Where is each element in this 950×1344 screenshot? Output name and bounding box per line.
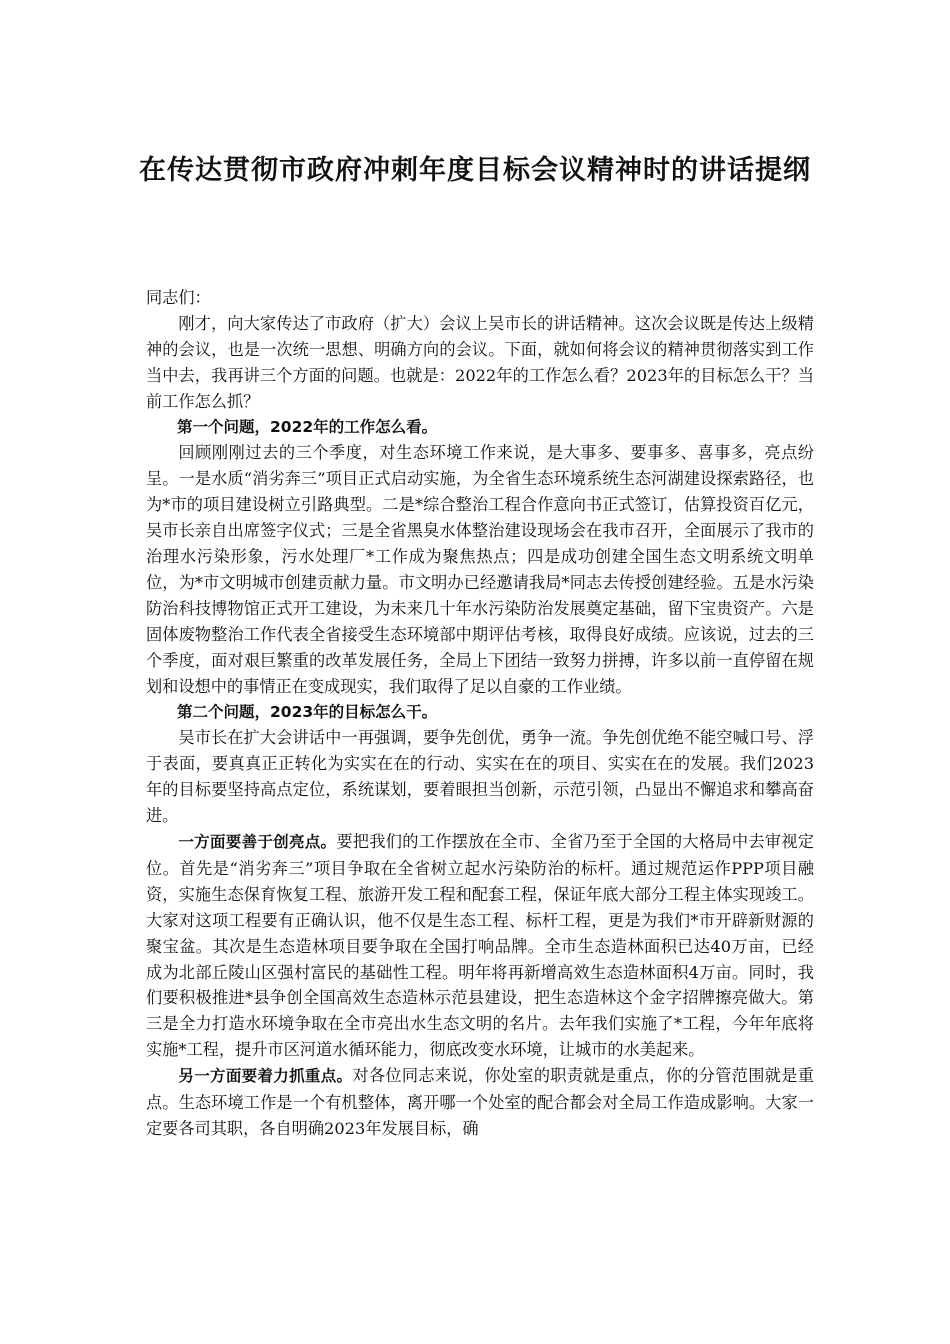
section-heading-2: 第二个问题，2023年的目标怎么干。 — [177, 702, 438, 721]
subsection-1-text: 要把我们的工作摆放在全市、全省乃至于全国的大格局中去审视定位。首先是“消劣奔三”项目争取在全省树立起水污染防治的标杆。通过规范运作PPP项目融资，实施生态保育恢复工程、旅游开发工程和配套工程，保证年底大部分工程主体实现竣工。大家对这项工程要有正确认识，他不仅是生态工程、标杆工程，更是为我们*市开辟新财源的聚宝盆。其次是生态造林项目要争取在全国打响品牌。全市生态造林面积已达40万亩，已经成为北部丘陵山区强村富民的基础性工程。明年将再新增高效生态造林面积4万亩。同时，我们要积极推进*县争创全国高效生态造林示范县建设，把生态造林这个金字招牌擦亮做大。第三是全力打造水环境争取在全市亮出水生态文明的名片。去年我们实施了*工程，今年年底将实施*工程，提升市区河道水循环能力，彻底改变水环境，让城市的水美起来。 — [146, 832, 814, 1060]
subsection-1-lead: 一方面要善于创亮点。 — [178, 833, 337, 852]
document-title: 在传达贯彻市政府冲刺年度目标会议精神时的讲话提纲 — [139, 155, 811, 186]
subsection-2-lead: 另一方面要着力抓重点。 — [178, 1067, 353, 1086]
subsection-1-paragraph — [146, 829, 814, 1063]
section-2-paragraph: 吴市长在扩大会讲话中一再强调，要争先创优，勇争一流。争先创优绝不能空喊口号、浮于表面，要真真正正转化为实实在在的行动、实实在在的项目、实实在在的发展。我们2023年的目标要坚持高点定位，系统谋划，要着眼担当创新，示范引领，凸显出不懈追求和攀高奋进。 — [146, 728, 814, 826]
subsection-2-paragraph — [146, 1063, 814, 1142]
document-body — [146, 285, 814, 1142]
intro-paragraph: 刚才，向大家传达了市政府（扩大）会议上吴市长的讲话精神。这次会议既是传达上级精神的会议，也是一次统一思想、明确方向的会议。下面，就如何将会议的精神贯彻落实到工作当中去，我再讲三个方面的问题。也就是：2022年的工作怎么看？2023年的目标怎么干？当前工作怎么抓？ — [146, 313, 814, 411]
section-heading-1: 第一个问题，2022年的工作怎么看。 — [177, 417, 438, 436]
subsection-2-text: 对各位同志来说，你处室的职责就是重点，你的分管范围就是重点。生态环境工作是一个有机整体，离开哪一个处室的配合都会对全局工作造成影响。大家一定要各司其职，各自明确2023年发展目标，确 — [146, 1066, 814, 1138]
salutation: 同志们： — [146, 288, 211, 307]
section-1-paragraph: 回顾刚刚过去的三个季度，对生态环境工作来说，是大事多、要事多、喜事多，亮点纷呈。一是水质“消劣奔三”项目正式启动实施，为全省生态环境系统生态河湖建设探索路径，也为*市的项目建设树立引路典型。二是*综合整治工程合作意向书正式签订，估算投资百亿元，吴市长亲自出席签字仪式；三是全省黑臭水体整治建设现场会在我市召开，全面展示了我市的治理水污染形象，污水处理厂*工作成为聚焦热点；四是成功创建全国生态文明系统文明单位，为*市文明城市创建贡献力量。市文明办已经邀请我局*同志去传授创建经验。五是水污染防治科技博物馆正式开工建设，为未来几十年水污染防治发展奠定基础，留下宝贵资产。六是固体废物整治工作代表全省接受生态环境部中期评估考核，取得良好成绩。应该说，过去的三个季度，面对艰巨繁重的改革发展任务，全局上下团结一致努力拼搏，许多以前一直停留在规划和设想中的事情正在变成现实，我们取得了足以自豪的工作业绩。 — [146, 443, 814, 696]
